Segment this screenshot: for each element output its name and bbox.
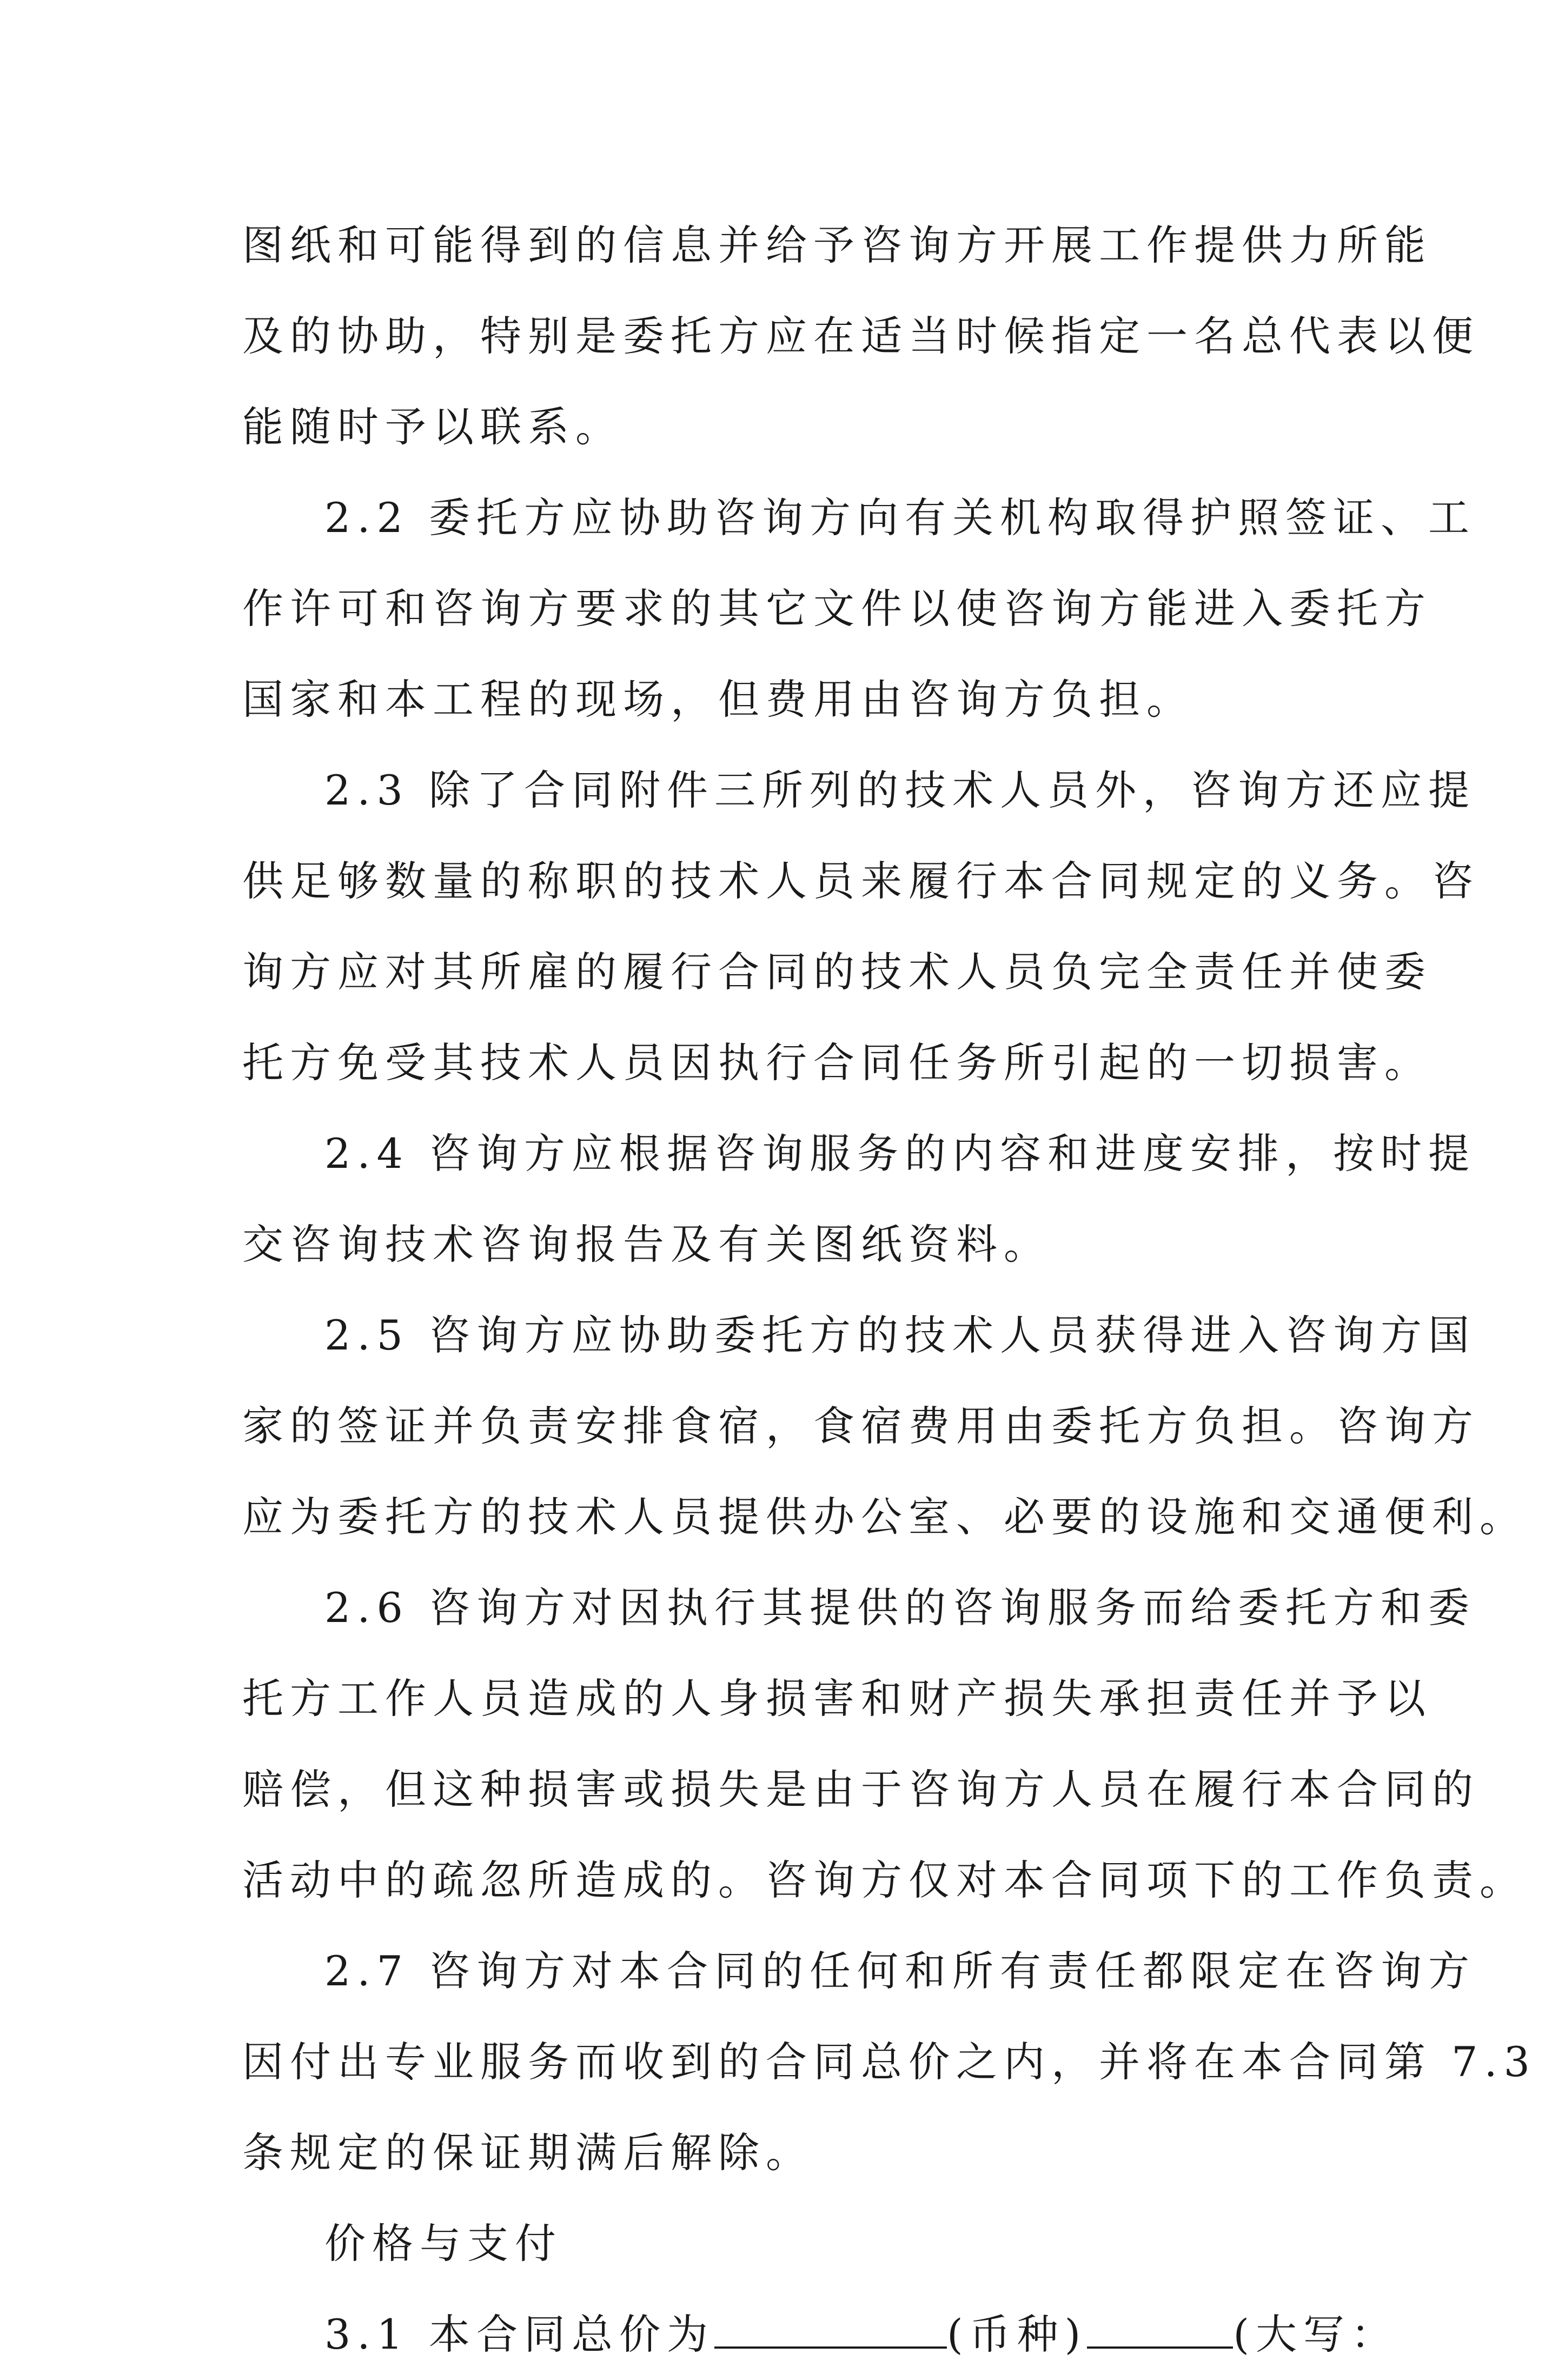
text-line: 国家和本工程的现场，但费用由咨询方负担。 xyxy=(242,675,1194,723)
clause-3-1-label: 3.1 本合同总价为 xyxy=(324,2310,715,2358)
text-line: 托方免受其技术人员因执行合同任务所引起的一切损害。 xyxy=(242,1039,1432,1087)
contract-text xyxy=(242,200,1537,2380)
currency-blank xyxy=(1087,2309,1233,2349)
section-heading-price-payment: 价格与支付 xyxy=(324,2219,562,2268)
text-line: 询方应对其所雇的履行合同的技术人员负完全责任并使委 xyxy=(242,948,1432,996)
text-line: 供足够数量的称职的技术人员来履行本合同规定的义务。咨 xyxy=(242,857,1480,905)
text-line: 活动中的疏忽所造成的。咨询方仅对本合同项下的工作负责。 xyxy=(242,1856,1527,1904)
clause-3-1-line xyxy=(242,2289,1398,2380)
text-line: 应为委托方的技术人员提供办公室、必要的设施和交通便利。 xyxy=(242,1493,1527,1541)
amount-blank xyxy=(714,2309,947,2349)
text-line: 交咨询技术咨询报告及有关图纸资料。 xyxy=(242,1220,1051,1268)
text-line: 家的签证并负责安排食宿，食宿费用由委托方负担。咨询方 xyxy=(242,1402,1480,1450)
text-line: 图纸和可能得到的信息并给予咨询方开展工作提供力所能 xyxy=(242,221,1432,269)
text-line: 能随时予以联系。 xyxy=(242,403,623,451)
text-line: 作许可和咨询方要求的其它文件以使咨询方能进入委托方 xyxy=(242,584,1432,633)
clause-2-6-line: 2.6 咨询方对因执行其提供的咨询服务而给委托方和委 xyxy=(324,1584,1476,1632)
text-line: 赔偿，但这种损害或损失是由于咨询方人员在履行本合同的 xyxy=(242,1765,1480,1813)
clause-2-2-line: 2.2 委托方应协助咨询方向有关机构取得护照签证、工 xyxy=(324,494,1476,542)
clause-2-7-line: 2.7 咨询方对本合同的任何和所有责任都限定在咨询方 xyxy=(324,1947,1476,1995)
clause-2-4-line: 2.4 咨询方应根据咨询服务的内容和进度安排，按时提 xyxy=(324,1129,1476,1178)
clause-2-3-line: 2.3 除了合同附件三所列的技术人员外，咨询方还应提 xyxy=(324,766,1476,814)
capital-label: (大写： xyxy=(1233,2310,1398,2358)
clause-2-5-line: 2.5 咨询方应协助委托方的技术人员获得进入咨询方国 xyxy=(324,1311,1476,1359)
text-line: 及的协助，特别是委托方应在适当时候指定一名总代表以便 xyxy=(242,312,1480,360)
text-line: 因付出专业服务而收到的合同总价之内，并将在本合同第 7.3 xyxy=(242,2038,1537,2086)
currency-label: (币种) xyxy=(947,2310,1087,2358)
text-line: 条规定的保证期满后解除。 xyxy=(242,2129,813,2177)
text-line: 托方工作人员造成的人身损害和财产损失承担责任并予以 xyxy=(242,1674,1432,1723)
